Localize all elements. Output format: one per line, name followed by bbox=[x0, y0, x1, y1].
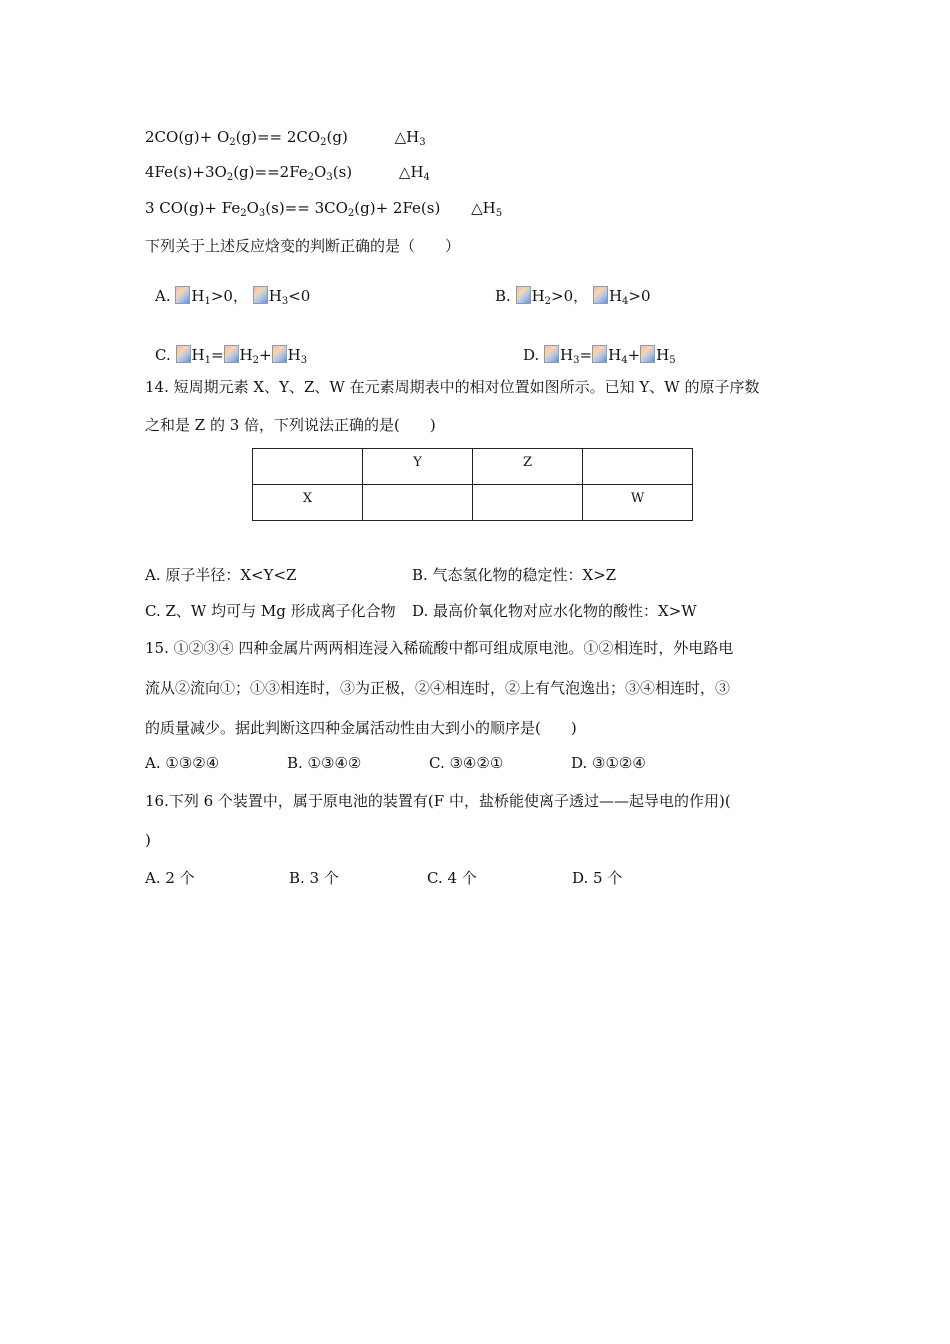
table-cell: W bbox=[583, 485, 693, 521]
q15-option-a: A. ①③②④ bbox=[145, 754, 220, 772]
enthalpy-symbol: $\triangle H_4$ bbox=[398, 163, 430, 183]
q13-option-c: C. $H_1= H_2+ H_3$ bbox=[155, 346, 308, 366]
q15-stem-line3: 的质量减少。据此判断这四种金属活动性由大到小的顺序是( ) bbox=[145, 719, 577, 737]
table-cell: Y bbox=[363, 449, 473, 485]
q16-option-b: B. 3 个 bbox=[289, 869, 339, 887]
delta-image-icon bbox=[175, 286, 190, 304]
enthalpy-symbol: $\triangle H_3$ bbox=[394, 128, 426, 148]
equation-1: $2CO(g)+ O_2(g)== 2CO_2(g)$ $\triangle H_3$ bbox=[145, 128, 426, 148]
q15-option-b: B. ①③④② bbox=[287, 754, 362, 772]
delta-image-icon bbox=[253, 286, 268, 304]
q14-option-a: A. 原子半径：X<Y<Z bbox=[145, 566, 297, 584]
periodic-position-table bbox=[252, 448, 693, 521]
q16-option-c: C. 4 个 bbox=[427, 869, 477, 887]
enthalpy-symbol: $\triangle H_5$ bbox=[471, 199, 503, 219]
q15-option-d: D. ③①②④ bbox=[571, 754, 646, 772]
q13-option-d: D. $H_3= H_4+ H_5$ bbox=[523, 346, 676, 366]
table-cell bbox=[363, 485, 473, 521]
table-cell: Z bbox=[473, 449, 583, 485]
delta-image-icon bbox=[272, 345, 287, 363]
delta-image-icon bbox=[592, 345, 607, 363]
q15-option-c: C. ③④②① bbox=[429, 754, 504, 772]
q13-stem: 下列关于上述反应焓变的判断正确的是（ ） bbox=[145, 237, 461, 255]
table-row bbox=[253, 449, 693, 485]
q15-stem-line2: 流从②流向①；①③相连时，③为正极，②④相连时，②上有气泡逸出；③④相连时，③ bbox=[145, 679, 731, 697]
delta-image-icon bbox=[544, 345, 559, 363]
table-cell bbox=[253, 449, 363, 485]
delta-image-icon bbox=[516, 286, 531, 304]
q14-stem-line1: 14. 短周期元素 X、Y、Z、W 在元素周期表中的相对位置如图所示。已知 Y、W 的原子序数 bbox=[145, 378, 760, 396]
q13-option-b: B. $H_2>0$， $H_4>0$ bbox=[495, 287, 651, 307]
table-row bbox=[253, 485, 693, 521]
equation-2: $4Fe(s)+3O_2(g)==2Fe_2O_3(s)$ $\triangle H_4$ bbox=[145, 163, 430, 183]
q14-option-d: D. 最高价氧化物对应水化物的酸性：X>W bbox=[412, 602, 697, 620]
delta-image-icon bbox=[640, 345, 655, 363]
q16-option-d: D. 5 个 bbox=[572, 869, 623, 887]
q16-stem-line2: ) bbox=[145, 831, 151, 849]
q16-stem-line1: 16.下列 6 个装置中，属于原电池的装置有(F 中，盐桥能使离子透过——起导电的作用)( bbox=[145, 792, 731, 810]
table-cell: X bbox=[253, 485, 363, 521]
q14-option-c: C. Z、W 均可与 Mg 形成离子化合物 bbox=[145, 602, 396, 620]
table-cell bbox=[473, 485, 583, 521]
delta-image-icon bbox=[593, 286, 608, 304]
q14-option-b: B. 气态氢化物的稳定性：X>Z bbox=[412, 566, 617, 584]
q14-stem-line2: 之和是 Z 的 3 倍，下列说法正确的是( ) bbox=[145, 416, 436, 434]
delta-image-icon bbox=[224, 345, 239, 363]
delta-image-icon bbox=[176, 345, 191, 363]
equation-3: 3 $CO(g)+ Fe_2O_3(s)== 3CO_2(g)+ 2Fe(s)$ $\triangle H_5$ bbox=[145, 199, 503, 219]
q16-option-a: A. 2 个 bbox=[145, 869, 195, 887]
q15-stem-line1: 15. ①②③④ 四种金属片两两相连浸入稀硫酸中都可组成原电池。①②相连时，外电路电 bbox=[145, 639, 734, 657]
table-cell bbox=[583, 449, 693, 485]
q13-option-a: A. $H_1>0$， $H_3<0$ bbox=[155, 287, 311, 307]
